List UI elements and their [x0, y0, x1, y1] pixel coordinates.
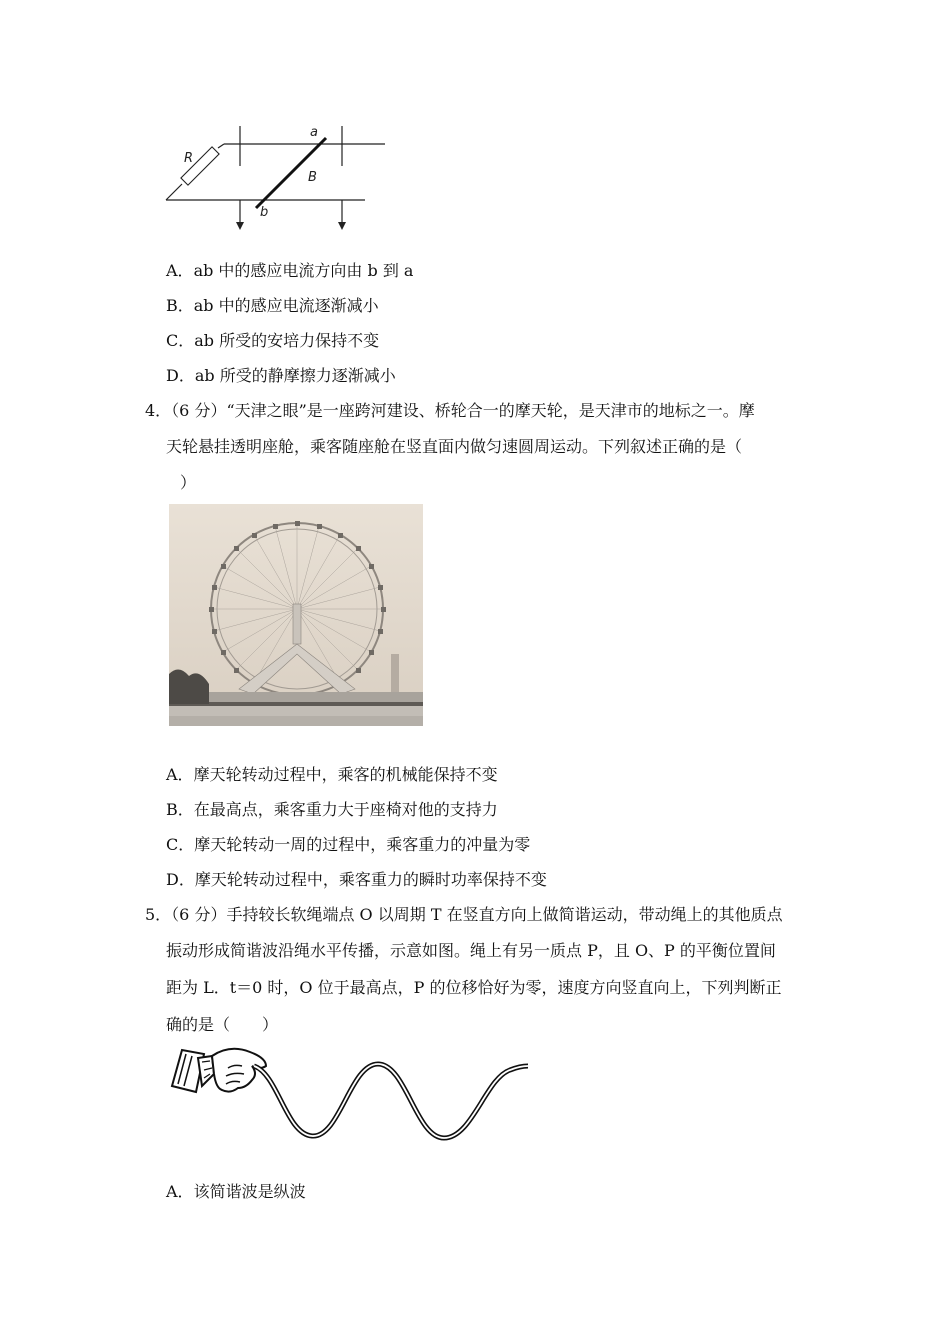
- option-letter: C．: [166, 331, 195, 350]
- hand-icon: [172, 1049, 266, 1092]
- option-text: ab 所受的静摩擦力逐渐减小: [194, 366, 396, 385]
- option-text: ab 中的感应电流逐渐减小: [193, 296, 379, 315]
- label-R: R: [184, 151, 194, 166]
- label-a: a: [310, 125, 318, 140]
- option-letter: B．: [166, 296, 194, 315]
- option-text: ab 所受的安培力保持不变: [194, 331, 380, 350]
- option-text: ab 中的感应电流方向由 b 到 a: [193, 261, 414, 280]
- option-text: 摩天轮转动一周的过程中，乘客重力的冲量为零: [194, 835, 531, 854]
- option-text: 在最高点，乘客重力大于座椅对他的支持力: [193, 800, 498, 819]
- q4-stem-line-3: ）: [180, 473, 197, 492]
- q5-stem-line-4: 确的是（ ）: [166, 1015, 279, 1034]
- q5-stem-line-3: 距为 L．t＝0 时，O 位于最高点，P 的位移恰好为零，速度方向竖直向上，下列判断正: [166, 978, 782, 997]
- option-text: 该简谐波是纵波: [193, 1182, 306, 1201]
- q5-stem-line-2: 振动形成简谐波沿绳水平传播，示意如图。绳上有另一质点 P，且 O、P 的平衡位置间: [166, 941, 776, 960]
- option-text: 摩天轮转动过程中，乘客重力的瞬时功率保持不变: [194, 870, 547, 889]
- option-letter: D．: [166, 366, 195, 385]
- option-letter: A．: [166, 765, 194, 784]
- option-letter: B．: [166, 800, 194, 819]
- label-B: B: [308, 170, 317, 185]
- q4-stem-line-1: 4．（6 分）“天津之眼”是一座跨河建设、桥轮合一的摩天轮，是天津市的地标之一。摩: [145, 401, 755, 420]
- option-text: 摩天轮转动过程中，乘客的机械能保持不变: [193, 765, 498, 784]
- option-letter: D．: [166, 870, 195, 889]
- q4-option-a[interactable]: [166, 765, 498, 785]
- ferris-wheel-photo: [169, 504, 423, 726]
- q3-option-b[interactable]: [166, 296, 379, 316]
- circuit-diagram: [160, 118, 400, 230]
- q4-option-d[interactable]: [166, 870, 547, 890]
- q4-option-c[interactable]: [166, 835, 530, 855]
- label-b: b: [260, 205, 269, 220]
- q3-option-a[interactable]: [166, 261, 413, 281]
- option-letter: C．: [166, 835, 195, 854]
- rope-wave: [254, 1064, 528, 1138]
- rope-wave-figure: [168, 1044, 532, 1148]
- option-letter: A．: [166, 261, 194, 280]
- q3-option-c[interactable]: [166, 331, 379, 351]
- q5-option-a[interactable]: [166, 1182, 306, 1202]
- q3-option-d[interactable]: [166, 366, 396, 386]
- q4-option-b[interactable]: [166, 800, 498, 820]
- q5-stem-line-1: 5．（6 分）手持较长软绳端点 O 以周期 T 在竖直方向上做简谐运动，带动绳上的其他质点: [145, 905, 783, 924]
- q4-stem-line-2: 天轮悬挂透明座舱，乘客随座舱在竖直面内做匀速圆周运动。下列叙述正确的是（: [166, 437, 743, 456]
- option-letter: A．: [166, 1182, 194, 1201]
